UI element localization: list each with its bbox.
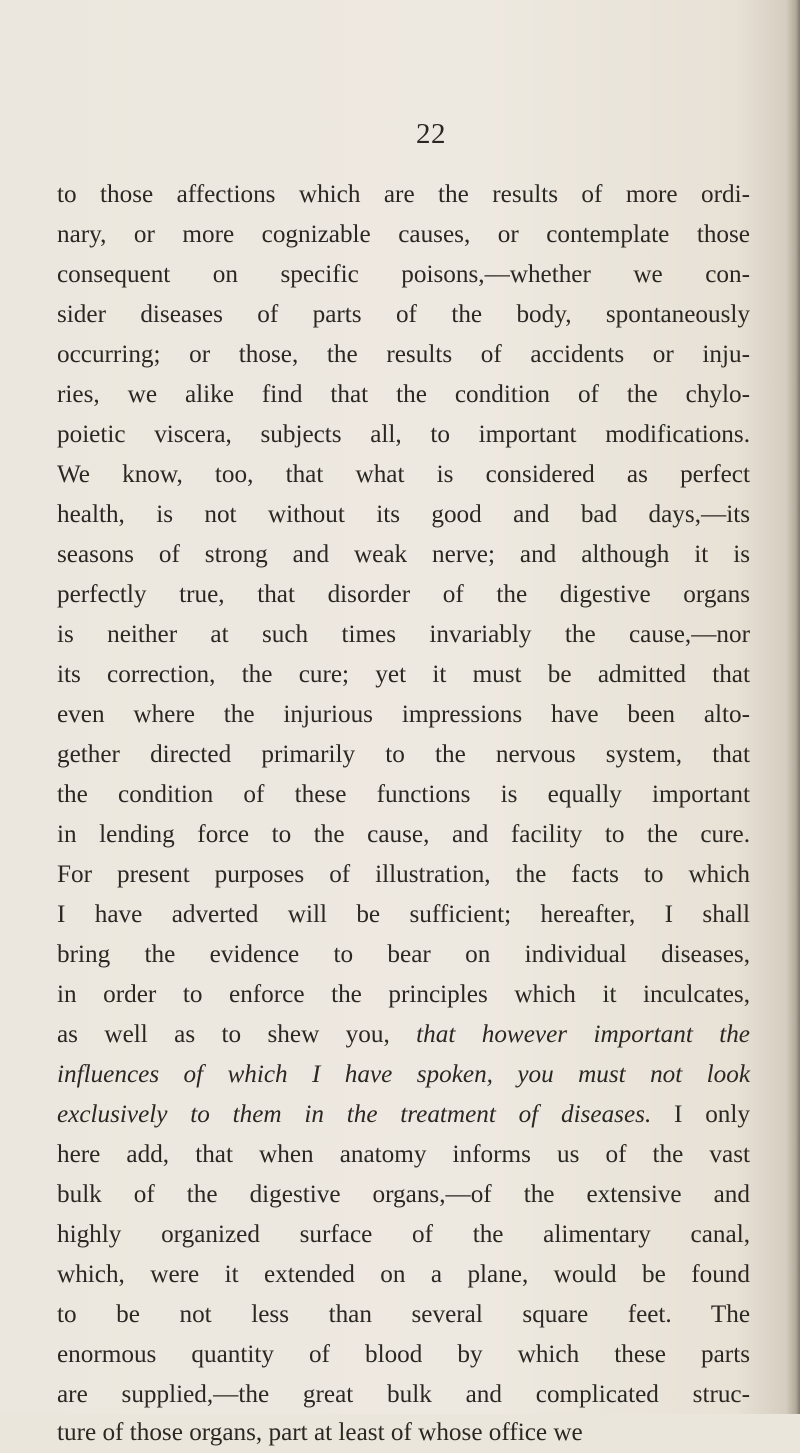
text-line: here add, that when anatomy informs us of the vast (57, 1141, 750, 1168)
text-line: poietic viscera, subjects all, to important modifications. (57, 421, 750, 448)
text-line: health, is not without its good and bad days,—its (57, 501, 750, 528)
text-line: which, were it extended on a plane, would be found (57, 1261, 750, 1288)
page-edge-shadow (786, 0, 800, 1414)
italic-text-run: that however important the (416, 1021, 750, 1048)
text-line: ture of those organs, part at least of whose office we (57, 1419, 583, 1446)
text-line: seasons of strong and weak nerve; and although it is (57, 541, 750, 568)
italic-text-run: exclusively to them in the treatment of diseases. (57, 1101, 652, 1128)
text-line: enormous quantity of blood by which these parts (57, 1341, 750, 1368)
text-line: in order to enforce the principles which it inculcates, (57, 981, 750, 1008)
text-line: ries, we alike find that the condition of the chylo- (57, 381, 750, 408)
text-line: bring the evidence to bear on individual diseases, (57, 941, 750, 968)
text-line: to those affections which are the results of more ordi- (57, 181, 750, 208)
text-run: as well as to shew you, (57, 1021, 417, 1048)
text-line: consequent on specific poisons,—whether we con- (57, 261, 750, 288)
text-line (57, 1095, 750, 1135)
text-line: nary, or more cognizable causes, or contemplate those (57, 221, 750, 248)
text-line: For present purposes of illustration, the facts to which (57, 861, 750, 888)
text-line: the condition of these functions is equally important (57, 781, 750, 808)
text-line: We know, too, that what is considered as perfect (57, 461, 750, 488)
text-line: I have adverted will be sufficient; hereafter, I shall (57, 901, 750, 928)
text-line: sider diseases of parts of the body, spontaneously (57, 301, 750, 328)
page-number: 22 (416, 118, 446, 150)
text-line: even where the injurious impressions have been alto- (57, 701, 750, 728)
text-line: highly organized surface of the alimentary canal, (57, 1221, 750, 1248)
text-line: its correction, the cure; yet it must be admitted that (57, 661, 750, 688)
italic-text-run: influences of which I have spoken, you must not look (57, 1061, 750, 1088)
text-line: occurring; or those, the results of accidents or inju- (57, 341, 750, 368)
text-line (57, 1055, 750, 1095)
text-line: bulk of the digestive organs,—of the extensive and (57, 1181, 750, 1208)
text-line: gether directed primarily to the nervous system, that (57, 741, 750, 768)
text-line: are supplied,—the great bulk and complicated struc- (57, 1381, 750, 1408)
text-line: in lending force to the cause, and facility to the cure. (57, 821, 750, 848)
text-line: to be not less than several square feet. The (57, 1301, 750, 1328)
text-run: I only (651, 1101, 750, 1128)
text-line: perfectly true, that disorder of the digestive organs (57, 581, 750, 608)
text-line (57, 1015, 750, 1055)
text-line: is neither at such times invariably the cause,—nor (57, 621, 750, 648)
